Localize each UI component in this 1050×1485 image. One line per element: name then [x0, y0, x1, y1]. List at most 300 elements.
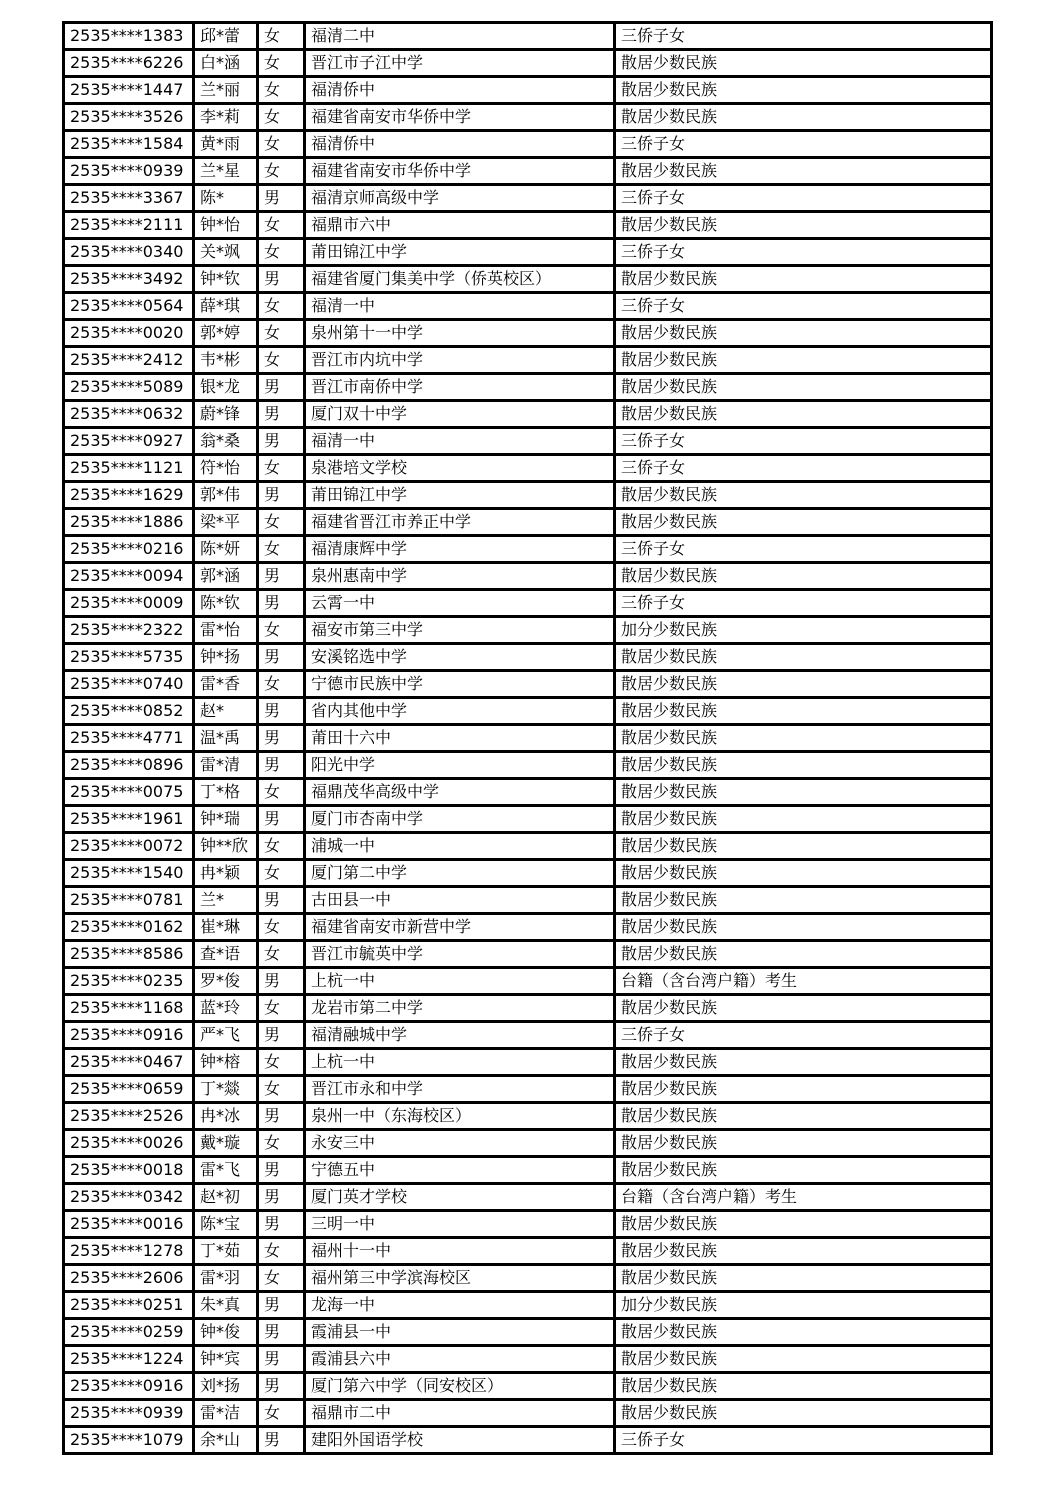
cell-name: 雷*飞 — [194, 1157, 258, 1184]
cell-gender: 女 — [258, 941, 305, 968]
cell-school: 福清康辉中学 — [305, 536, 615, 563]
cell-name: 符*怡 — [194, 455, 258, 482]
cell-name: 赵*初 — [194, 1184, 258, 1211]
cell-gender: 男 — [258, 401, 305, 428]
cell-name: 邱*蕾 — [194, 23, 258, 50]
table-row — [64, 1157, 992, 1184]
cell-name: 刘*扬 — [194, 1373, 258, 1400]
cell-exam-id: 2535****6226 — [64, 50, 194, 77]
cell-exam-id: 2535****2412 — [64, 347, 194, 374]
cell-name: 韦*彬 — [194, 347, 258, 374]
cell-gender: 男 — [258, 1211, 305, 1238]
cell-name: 冉*颖 — [194, 860, 258, 887]
table-row — [64, 1130, 992, 1157]
cell-school: 上杭一中 — [305, 968, 615, 995]
cell-exam-id: 2535****0259 — [64, 1319, 194, 1346]
cell-category: 三侨子女 — [615, 1427, 992, 1454]
cell-name: 白*涵 — [194, 50, 258, 77]
cell-exam-id: 2535****1584 — [64, 131, 194, 158]
cell-category: 散居少数民族 — [615, 50, 992, 77]
cell-name: 钟*俊 — [194, 1319, 258, 1346]
table-row — [64, 374, 992, 401]
cell-school: 福建省南安市华侨中学 — [305, 158, 615, 185]
cell-category: 散居少数民族 — [615, 509, 992, 536]
cell-gender: 男 — [258, 374, 305, 401]
cell-name: 温*禹 — [194, 725, 258, 752]
cell-category: 散居少数民族 — [615, 887, 992, 914]
cell-category: 散居少数民族 — [615, 374, 992, 401]
cell-gender: 女 — [258, 779, 305, 806]
cell-category: 散居少数民族 — [615, 779, 992, 806]
cell-school: 龙海一中 — [305, 1292, 615, 1319]
cell-exam-id: 2535****1383 — [64, 23, 194, 50]
table-row — [64, 1103, 992, 1130]
cell-school: 福鼎市六中 — [305, 212, 615, 239]
cell-school: 福清融城中学 — [305, 1022, 615, 1049]
cell-category: 散居少数民族 — [615, 1103, 992, 1130]
table-row — [64, 212, 992, 239]
cell-category: 散居少数民族 — [615, 941, 992, 968]
cell-name: 戴*璇 — [194, 1130, 258, 1157]
cell-category: 台籍（含台湾户籍）考生 — [615, 1184, 992, 1211]
table-row — [64, 509, 992, 536]
cell-gender: 男 — [258, 428, 305, 455]
cell-school: 宁德市民族中学 — [305, 671, 615, 698]
cell-gender: 男 — [258, 1292, 305, 1319]
cell-category: 散居少数民族 — [615, 752, 992, 779]
candidate-list-table — [62, 21, 993, 1455]
cell-exam-id: 2535****2606 — [64, 1265, 194, 1292]
cell-category: 三侨子女 — [615, 239, 992, 266]
cell-category: 散居少数民族 — [615, 1157, 992, 1184]
cell-gender: 女 — [258, 1049, 305, 1076]
cell-gender: 女 — [258, 1265, 305, 1292]
cell-category: 散居少数民族 — [615, 995, 992, 1022]
cell-exam-id: 2535****0781 — [64, 887, 194, 914]
cell-gender: 女 — [258, 347, 305, 374]
cell-school: 霞浦县一中 — [305, 1319, 615, 1346]
cell-school: 省内其他中学 — [305, 698, 615, 725]
cell-school: 泉港培文学校 — [305, 455, 615, 482]
cell-exam-id: 2535****1079 — [64, 1427, 194, 1454]
table-row — [64, 1076, 992, 1103]
cell-school: 泉州惠南中学 — [305, 563, 615, 590]
cell-category: 散居少数民族 — [615, 266, 992, 293]
cell-name: 雷*羽 — [194, 1265, 258, 1292]
cell-school: 晋江市永和中学 — [305, 1076, 615, 1103]
table-row — [64, 995, 992, 1022]
cell-gender: 女 — [258, 455, 305, 482]
table-row — [64, 1184, 992, 1211]
cell-school: 永安三中 — [305, 1130, 615, 1157]
table-row — [64, 698, 992, 725]
cell-category: 散居少数民族 — [615, 482, 992, 509]
table-row — [64, 185, 992, 212]
cell-gender: 男 — [258, 266, 305, 293]
cell-category: 散居少数民族 — [615, 77, 992, 104]
table-row — [64, 725, 992, 752]
cell-name: 钟*瑞 — [194, 806, 258, 833]
cell-name: 黄*雨 — [194, 131, 258, 158]
cell-category: 散居少数民族 — [615, 698, 992, 725]
cell-school: 晋江市子江中学 — [305, 50, 615, 77]
cell-gender: 男 — [258, 482, 305, 509]
cell-category: 散居少数民族 — [615, 104, 992, 131]
cell-exam-id: 2535****0916 — [64, 1373, 194, 1400]
table-row — [64, 1022, 992, 1049]
cell-gender: 男 — [258, 1103, 305, 1130]
cell-category: 散居少数民族 — [615, 644, 992, 671]
table-row — [64, 320, 992, 347]
cell-school: 三明一中 — [305, 1211, 615, 1238]
cell-category: 散居少数民族 — [615, 1400, 992, 1427]
cell-category: 三侨子女 — [615, 23, 992, 50]
table-row — [64, 23, 992, 50]
cell-school: 福安市第三中学 — [305, 617, 615, 644]
cell-exam-id: 2535****2111 — [64, 212, 194, 239]
cell-school: 福清一中 — [305, 293, 615, 320]
table-row — [64, 536, 992, 563]
cell-school: 霞浦县六中 — [305, 1346, 615, 1373]
cell-gender: 女 — [258, 293, 305, 320]
cell-gender: 男 — [258, 698, 305, 725]
cell-school: 福建省晋江市养正中学 — [305, 509, 615, 536]
cell-exam-id: 2535****0939 — [64, 158, 194, 185]
table-row — [64, 1238, 992, 1265]
table-row — [64, 671, 992, 698]
table-row — [64, 131, 992, 158]
cell-category: 散居少数民族 — [615, 1238, 992, 1265]
table-row — [64, 293, 992, 320]
cell-category: 加分少数民族 — [615, 617, 992, 644]
cell-school: 福清侨中 — [305, 77, 615, 104]
table-row — [64, 617, 992, 644]
cell-name: 钟*钦 — [194, 266, 258, 293]
cell-school: 福州第三中学滨海校区 — [305, 1265, 615, 1292]
cell-gender: 男 — [258, 1319, 305, 1346]
cell-school: 莆田十六中 — [305, 725, 615, 752]
cell-gender: 女 — [258, 23, 305, 50]
cell-category: 三侨子女 — [615, 536, 992, 563]
table-row — [64, 779, 992, 806]
cell-gender: 男 — [258, 1184, 305, 1211]
cell-exam-id: 2535****0075 — [64, 779, 194, 806]
cell-category: 散居少数民族 — [615, 1130, 992, 1157]
cell-gender: 女 — [258, 131, 305, 158]
cell-gender: 男 — [258, 725, 305, 752]
cell-gender: 女 — [258, 509, 305, 536]
cell-gender: 男 — [258, 752, 305, 779]
table-row — [64, 77, 992, 104]
cell-exam-id: 2535****0018 — [64, 1157, 194, 1184]
cell-exam-id: 2535****1121 — [64, 455, 194, 482]
cell-gender: 女 — [258, 104, 305, 131]
table-row — [64, 1292, 992, 1319]
table-row — [64, 239, 992, 266]
table-row — [64, 1400, 992, 1427]
cell-exam-id: 2535****1629 — [64, 482, 194, 509]
cell-category: 三侨子女 — [615, 293, 992, 320]
cell-category: 散居少数民族 — [615, 401, 992, 428]
table-row — [64, 941, 992, 968]
table-row — [64, 914, 992, 941]
cell-school: 阳光中学 — [305, 752, 615, 779]
cell-exam-id: 2535****0251 — [64, 1292, 194, 1319]
cell-gender: 男 — [258, 887, 305, 914]
cell-category: 散居少数民族 — [615, 806, 992, 833]
cell-school: 晋江市内坑中学 — [305, 347, 615, 374]
cell-exam-id: 2535****0564 — [64, 293, 194, 320]
cell-name: 梁*平 — [194, 509, 258, 536]
cell-exam-id: 2535****2526 — [64, 1103, 194, 1130]
table-row — [64, 266, 992, 293]
cell-exam-id: 2535****1540 — [64, 860, 194, 887]
cell-category: 散居少数民族 — [615, 914, 992, 941]
cell-school: 古田县一中 — [305, 887, 615, 914]
cell-school: 晋江市南侨中学 — [305, 374, 615, 401]
table-row — [64, 1211, 992, 1238]
cell-school: 泉州第十一中学 — [305, 320, 615, 347]
cell-name: 雷*怡 — [194, 617, 258, 644]
cell-exam-id: 2535****0916 — [64, 1022, 194, 1049]
cell-name: 银*龙 — [194, 374, 258, 401]
table-row — [64, 50, 992, 77]
cell-category: 三侨子女 — [615, 590, 992, 617]
cell-exam-id: 2535****0020 — [64, 320, 194, 347]
cell-gender: 女 — [258, 1238, 305, 1265]
cell-name: 钟*扬 — [194, 644, 258, 671]
cell-school: 福建省厦门集美中学（侨英校区） — [305, 266, 615, 293]
cell-gender: 男 — [258, 185, 305, 212]
cell-name: 朱*真 — [194, 1292, 258, 1319]
cell-gender: 女 — [258, 671, 305, 698]
table-row — [64, 347, 992, 374]
cell-name: 罗*俊 — [194, 968, 258, 995]
cell-name: 查*语 — [194, 941, 258, 968]
cell-name: 钟**欣 — [194, 833, 258, 860]
cell-gender: 女 — [258, 212, 305, 239]
cell-gender: 女 — [258, 158, 305, 185]
cell-school: 福建省南安市新营中学 — [305, 914, 615, 941]
cell-name: 薛*琪 — [194, 293, 258, 320]
cell-name: 雷*香 — [194, 671, 258, 698]
table-row — [64, 968, 992, 995]
cell-exam-id: 2535****0659 — [64, 1076, 194, 1103]
cell-name: 李*莉 — [194, 104, 258, 131]
cell-exam-id: 2535****1447 — [64, 77, 194, 104]
cell-gender: 女 — [258, 77, 305, 104]
cell-gender: 女 — [258, 320, 305, 347]
cell-exam-id: 2535****2322 — [64, 617, 194, 644]
cell-school: 云霄一中 — [305, 590, 615, 617]
cell-school: 福清一中 — [305, 428, 615, 455]
cell-gender: 女 — [258, 1400, 305, 1427]
cell-category: 散居少数民族 — [615, 833, 992, 860]
cell-category: 散居少数民族 — [615, 1319, 992, 1346]
cell-gender: 女 — [258, 995, 305, 1022]
cell-school: 龙岩市第二中学 — [305, 995, 615, 1022]
cell-exam-id: 2535****3492 — [64, 266, 194, 293]
cell-exam-id: 2535****0072 — [64, 833, 194, 860]
cell-category: 三侨子女 — [615, 131, 992, 158]
table-row — [64, 860, 992, 887]
cell-name: 兰*丽 — [194, 77, 258, 104]
cell-school: 厦门第六中学（同安校区） — [305, 1373, 615, 1400]
cell-school: 福鼎市二中 — [305, 1400, 615, 1427]
cell-category: 散居少数民族 — [615, 1373, 992, 1400]
table-row — [64, 401, 992, 428]
cell-gender: 男 — [258, 1022, 305, 1049]
cell-gender: 男 — [258, 968, 305, 995]
cell-exam-id: 2535****1278 — [64, 1238, 194, 1265]
cell-exam-id: 2535****1224 — [64, 1346, 194, 1373]
cell-name: 陈*妍 — [194, 536, 258, 563]
cell-school: 浦城一中 — [305, 833, 615, 860]
cell-school: 厦门市杏南中学 — [305, 806, 615, 833]
cell-gender: 男 — [258, 1373, 305, 1400]
cell-category: 散居少数民族 — [615, 860, 992, 887]
cell-school: 福州十一中 — [305, 1238, 615, 1265]
cell-category: 三侨子女 — [615, 1022, 992, 1049]
cell-exam-id: 2535****4771 — [64, 725, 194, 752]
cell-gender: 女 — [258, 833, 305, 860]
cell-exam-id: 2535****8586 — [64, 941, 194, 968]
cell-name: 郭*婷 — [194, 320, 258, 347]
cell-category: 散居少数民族 — [615, 1265, 992, 1292]
cell-exam-id: 2535****3526 — [64, 104, 194, 131]
cell-gender: 女 — [258, 617, 305, 644]
cell-gender: 男 — [258, 563, 305, 590]
cell-school: 安溪铭选中学 — [305, 644, 615, 671]
cell-name: 钟*榕 — [194, 1049, 258, 1076]
cell-name: 丁*茹 — [194, 1238, 258, 1265]
cell-school: 莆田锦江中学 — [305, 482, 615, 509]
cell-category: 散居少数民族 — [615, 671, 992, 698]
cell-gender: 女 — [258, 50, 305, 77]
cell-gender: 男 — [258, 1427, 305, 1454]
cell-name: 丁*格 — [194, 779, 258, 806]
cell-exam-id: 2535****5735 — [64, 644, 194, 671]
cell-gender: 男 — [258, 644, 305, 671]
cell-name: 郭*涵 — [194, 563, 258, 590]
cell-gender: 女 — [258, 860, 305, 887]
cell-exam-id: 2535****0009 — [64, 590, 194, 617]
cell-school: 上杭一中 — [305, 1049, 615, 1076]
cell-name: 赵* — [194, 698, 258, 725]
cell-exam-id: 2535****1168 — [64, 995, 194, 1022]
cell-name: 冉*冰 — [194, 1103, 258, 1130]
cell-gender: 女 — [258, 239, 305, 266]
cell-exam-id: 2535****0216 — [64, 536, 194, 563]
cell-gender: 女 — [258, 914, 305, 941]
table-row — [64, 752, 992, 779]
cell-name: 崔*琳 — [194, 914, 258, 941]
cell-school: 莆田锦江中学 — [305, 239, 615, 266]
cell-category: 散居少数民族 — [615, 1049, 992, 1076]
cell-school: 晋江市毓英中学 — [305, 941, 615, 968]
cell-exam-id: 2535****0467 — [64, 1049, 194, 1076]
table-row — [64, 887, 992, 914]
cell-name: 蔚*锋 — [194, 401, 258, 428]
cell-gender: 男 — [258, 1157, 305, 1184]
cell-name: 钟*宾 — [194, 1346, 258, 1373]
cell-category: 散居少数民族 — [615, 320, 992, 347]
cell-category: 三侨子女 — [615, 455, 992, 482]
table-row — [64, 1265, 992, 1292]
cell-name: 关*飒 — [194, 239, 258, 266]
table-row — [64, 158, 992, 185]
table-row — [64, 1346, 992, 1373]
cell-name: 钟*怡 — [194, 212, 258, 239]
cell-exam-id: 2535****0740 — [64, 671, 194, 698]
table-row — [64, 1049, 992, 1076]
cell-school: 厦门英才学校 — [305, 1184, 615, 1211]
candidate-list-body — [64, 23, 992, 1454]
table-row — [64, 563, 992, 590]
cell-name: 陈*宝 — [194, 1211, 258, 1238]
cell-gender: 女 — [258, 536, 305, 563]
cell-category: 台籍（含台湾户籍）考生 — [615, 968, 992, 995]
cell-category: 散居少数民族 — [615, 158, 992, 185]
table-row — [64, 590, 992, 617]
cell-category: 散居少数民族 — [615, 1076, 992, 1103]
cell-category: 散居少数民族 — [615, 347, 992, 374]
table-row — [64, 644, 992, 671]
table-row — [64, 482, 992, 509]
cell-school: 福清侨中 — [305, 131, 615, 158]
cell-category: 三侨子女 — [615, 185, 992, 212]
cell-school: 福清二中 — [305, 23, 615, 50]
cell-exam-id: 2535****0026 — [64, 1130, 194, 1157]
cell-exam-id: 2535****0342 — [64, 1184, 194, 1211]
cell-school: 厦门双十中学 — [305, 401, 615, 428]
cell-category: 散居少数民族 — [615, 1211, 992, 1238]
cell-exam-id: 2535****0852 — [64, 698, 194, 725]
cell-category: 散居少数民族 — [615, 725, 992, 752]
cell-school: 泉州一中（东海校区） — [305, 1103, 615, 1130]
cell-exam-id: 2535****0896 — [64, 752, 194, 779]
table-row — [64, 104, 992, 131]
cell-school: 福鼎茂华高级中学 — [305, 779, 615, 806]
cell-category: 加分少数民族 — [615, 1292, 992, 1319]
cell-exam-id: 2535****0162 — [64, 914, 194, 941]
cell-name: 蓝*玲 — [194, 995, 258, 1022]
cell-name: 翁*桑 — [194, 428, 258, 455]
cell-exam-id: 2535****0235 — [64, 968, 194, 995]
cell-name: 兰* — [194, 887, 258, 914]
cell-category: 三侨子女 — [615, 428, 992, 455]
cell-school: 厦门第二中学 — [305, 860, 615, 887]
cell-name: 兰*星 — [194, 158, 258, 185]
cell-name: 严*飞 — [194, 1022, 258, 1049]
cell-name: 陈*钦 — [194, 590, 258, 617]
cell-exam-id: 2535****1961 — [64, 806, 194, 833]
cell-category: 散居少数民族 — [615, 212, 992, 239]
cell-exam-id: 2535****5089 — [64, 374, 194, 401]
cell-exam-id: 2535****0939 — [64, 1400, 194, 1427]
cell-category: 散居少数民族 — [615, 1346, 992, 1373]
cell-exam-id: 2535****0094 — [64, 563, 194, 590]
table-row — [64, 833, 992, 860]
cell-name: 雷*洁 — [194, 1400, 258, 1427]
cell-exam-id: 2535****0016 — [64, 1211, 194, 1238]
cell-gender: 男 — [258, 1346, 305, 1373]
table-row — [64, 428, 992, 455]
cell-school: 福建省南安市华侨中学 — [305, 104, 615, 131]
cell-category: 散居少数民族 — [615, 563, 992, 590]
cell-exam-id: 2535****3367 — [64, 185, 194, 212]
cell-name: 陈* — [194, 185, 258, 212]
